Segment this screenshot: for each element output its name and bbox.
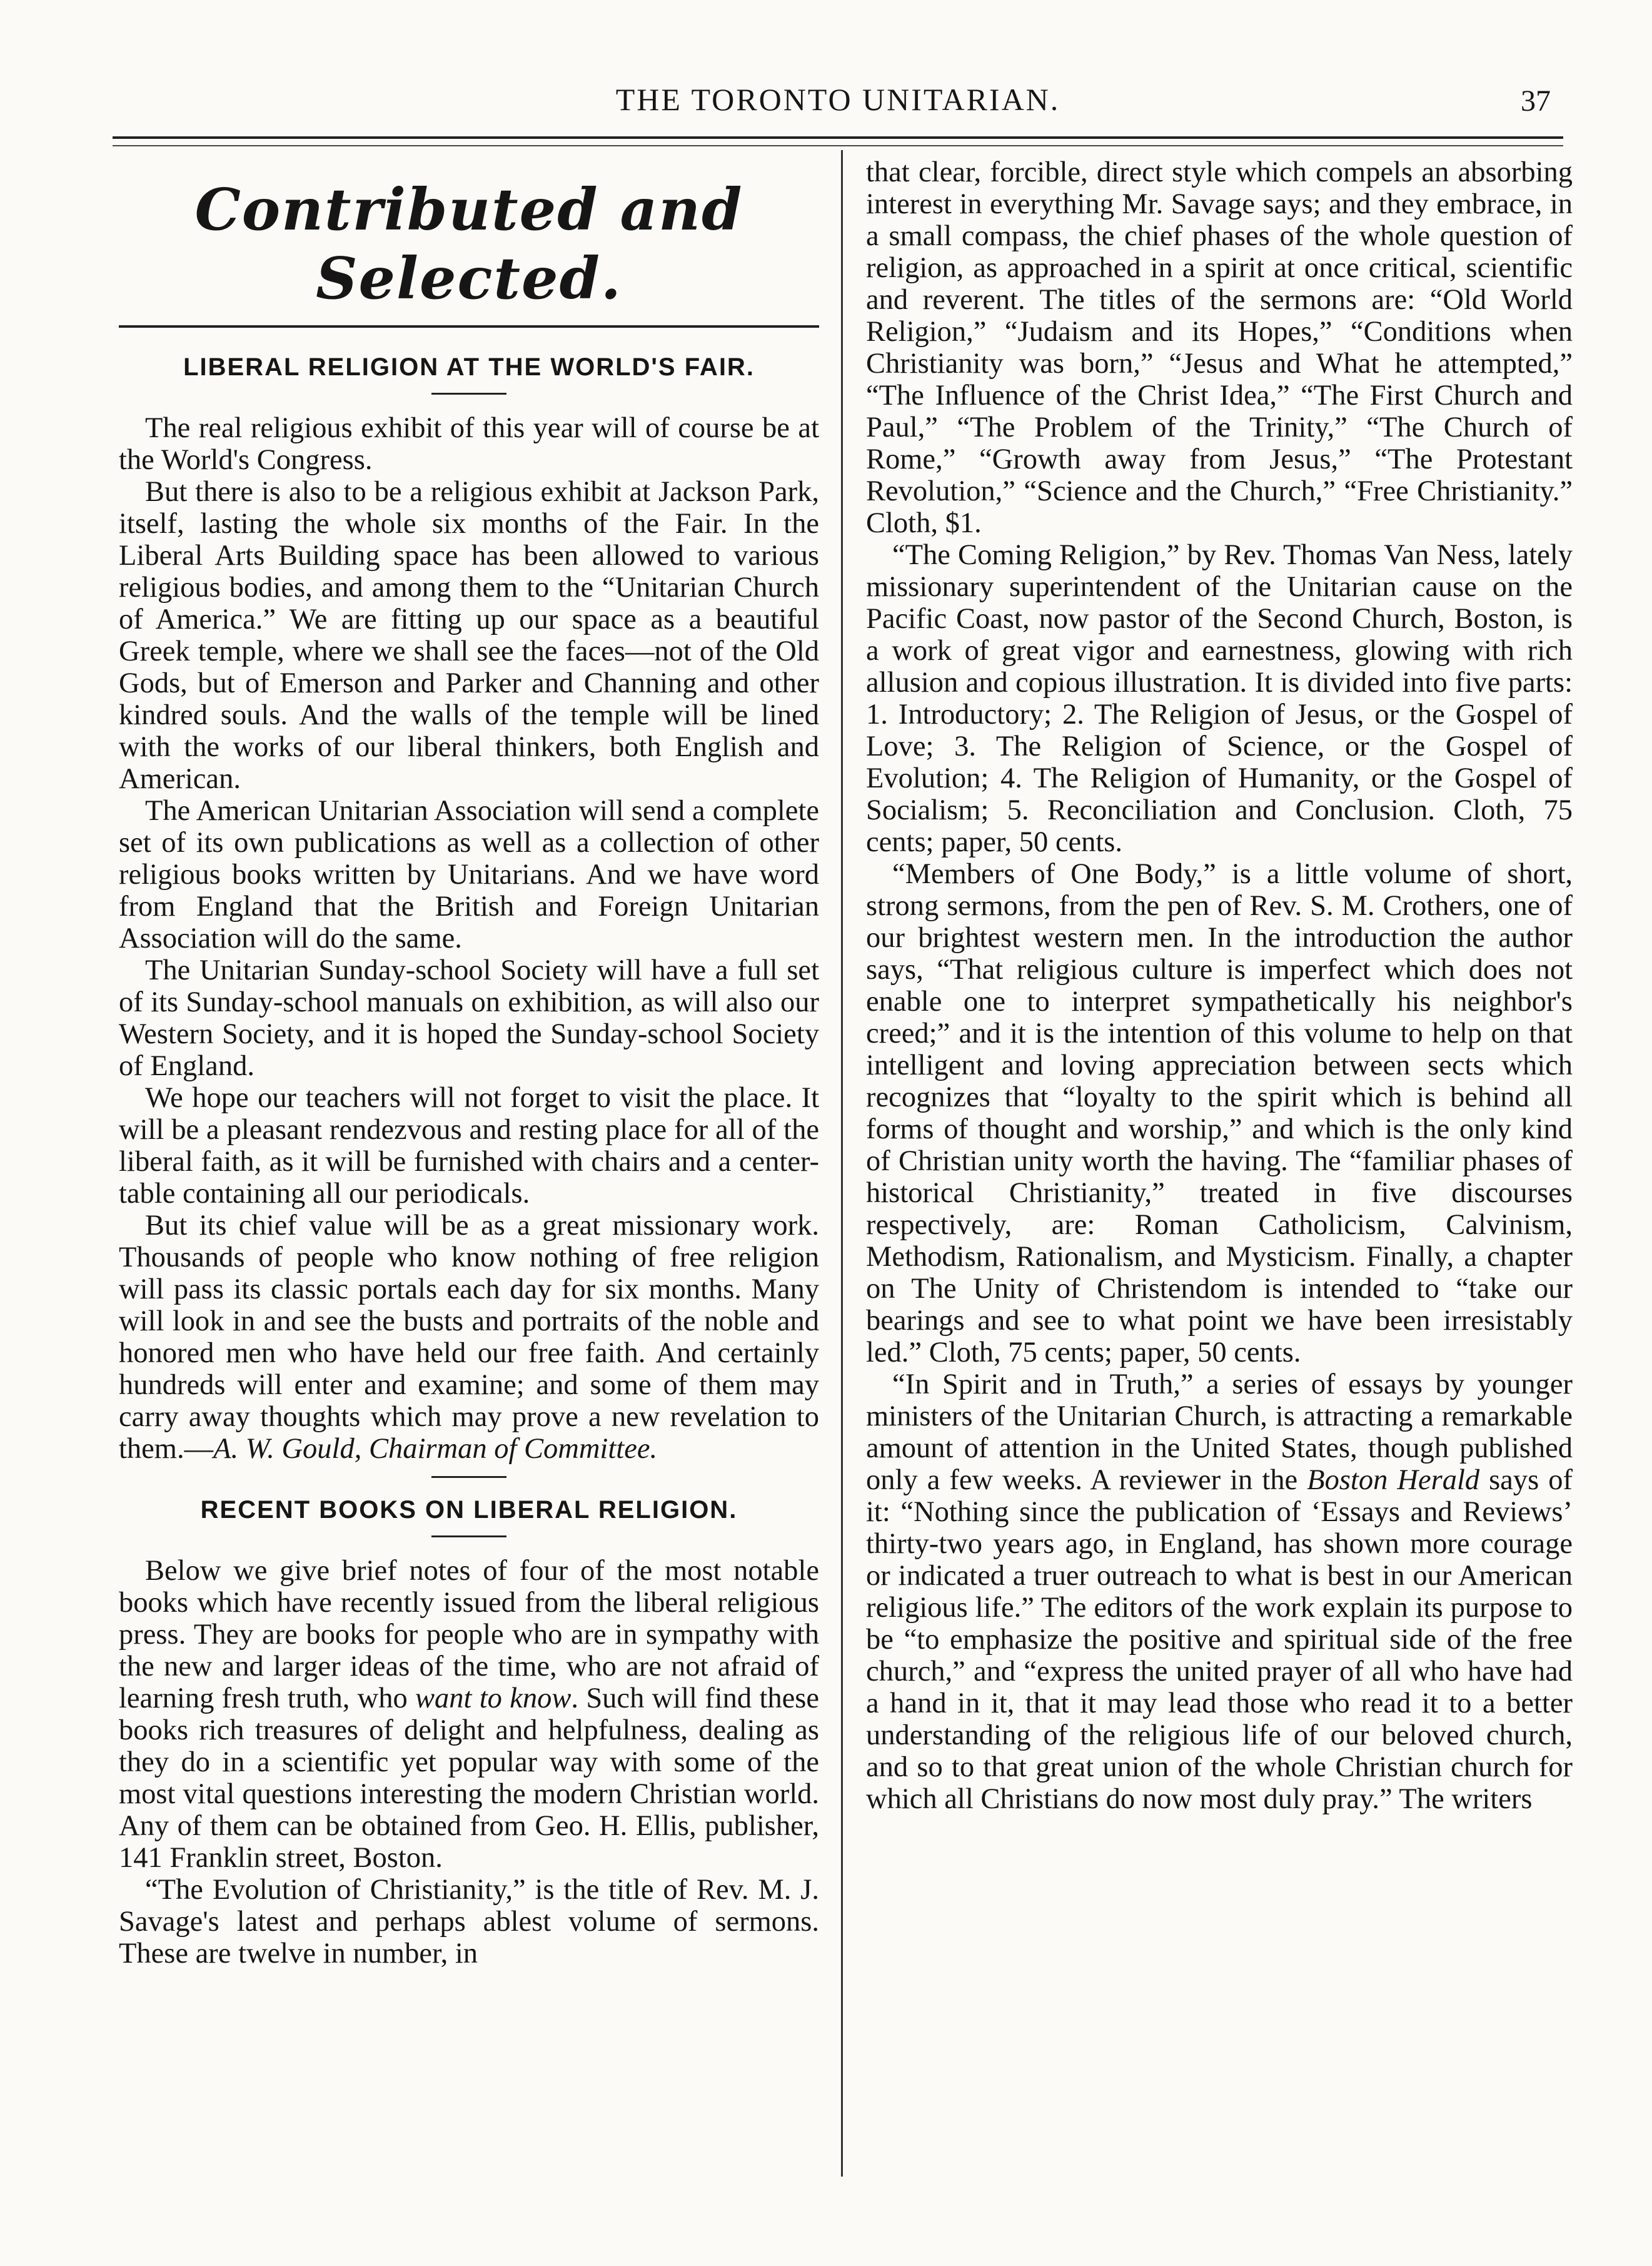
- page-header: [125, 75, 1551, 125]
- paragraph: The real religious exhibit of this year will of course be at the World's Congress.: [119, 412, 819, 476]
- header-rule-secondary: [113, 145, 1563, 146]
- paragraph: The Unitarian Sunday-school Society will have a full set of its Sunday-school manuals on exhibition, as will also our Western Society, and it is hoped the Sunday-school Society of England.: [119, 954, 819, 1082]
- text-run: Below we give brief notes of four of the most notable books which have recently issued from the liberal religious press. They are books for people who are in sympathy with the new and larger ideas of the time, who are not afraid of learning fresh truth, who: [119, 1555, 819, 1714]
- article-title-worlds-fair: LIBERAL RELIGION AT THE WORLD'S FAIR.: [183, 353, 755, 381]
- column-divider: [841, 150, 843, 2177]
- left-column: [119, 156, 819, 1970]
- paragraph: [866, 1368, 1573, 1815]
- running-title: THE TORONTO UNITARIAN.: [615, 82, 1060, 117]
- closing-text: But its chief value will be as a great missionary work. Thousands of people who know nothing of free religion will pass its classic portals each day for six months. Many will look in and see the busts and portraits of the noble and honored men who have held our free faith. And certainly hundreds will enter and examine; and some of them may carry away thoughts which may prove a new revelation to them.—: [119, 1210, 819, 1465]
- paragraph: The American Unitarian Association will send a complete set of its own publications as well as a collection of other religious books written by Unitarians. And we have word from England that the British and Foreign Unitarian Association will do the same.: [119, 795, 819, 954]
- section-banner: Contributed and Selected.: [194, 176, 743, 312]
- title-rule: [431, 393, 506, 395]
- paragraph-closing: [119, 1210, 819, 1465]
- paragraph: “Members of One Body,” is a little volume of short, strong sermons, from the pen of Rev. S. M. Crothers, one of our brightest western men. In the introduction the author says, “That religious culture is imperfect which does not enable one to interpret sympathetically his neighbor's creed;” and it is the intention of this volume to help on that intelligent and loving appreciation between sects which recognizes that “loyalty to the spirit which is behind all forms of thought and worship,” and which is the only kind of Christian unity worth the having. The “familiar phases of historical Christianity,” treated in five discourses respectively, are: Roman Catholicism, Calvinism, Methodism, Rationalism, and Mysticism. Finally, a chapter on The Unity of Christendom is intended to “take our bearings and see to what point we have been irresistably led.” Cloth, 75 cents; paper, 50 cents.: [866, 858, 1573, 1368]
- paragraph: We hope our teachers will not forget to visit the place. It will be a pleasant rendezvous and resting place for all of the liberal faith, as it will be furnished with chairs and a center-table containing all our periodicals.: [119, 1082, 819, 1210]
- paragraph: But there is also to be a religious exhibit at Jackson Park, itself, lasting the whole six months of the Fair. In the Liberal Arts Building space has been allowed to various religious bodies, and among them to the “Unitarian Church of America.” We are fitting up our space as a beautiful Greek temple, where we shall see the faces—not of the Old Gods, but of Emerson and Parker and Channing and other kindred souls. And the walls of the temple will be lined with the works of our liberal thinkers, both English and American.: [119, 476, 819, 795]
- banner-rule: [119, 325, 819, 328]
- text-run: says of it: “Nothing since the publication of ‘Essays and Reviews’ thirty-two years ago, in England, has shown more courage or indicated a truer outreach to what is best in our American religious life.” The editors of the work explain its purpose to be “to emphasize the positive and spiritual side of the free church,” and “express the united prayer of all who have had a hand in it, that it may lead those who read it to a better understanding of the religious life of our beloved church, and so to that great union of the whole Christian church for which all Christians do now most duly pray.” The writers: [866, 1464, 1573, 1815]
- paragraph: “The Evolution of Christianity,” is the title of Rev. M. J. Savage's latest and perhaps ablest volume of sermons. These are twelve in number, in: [119, 1874, 819, 1970]
- article-separator-rule: [431, 1476, 506, 1478]
- header-rule: [113, 136, 1563, 139]
- right-column: [866, 156, 1573, 1815]
- signature: A. W. Gould, Chairman of Committee.: [213, 1433, 658, 1465]
- article-title-recent-books: RECENT BOOKS ON LIBERAL RELIGION.: [200, 1496, 738, 1524]
- paragraph: [119, 1555, 819, 1874]
- paragraph: “The Coming Religion,” by Rev. Thomas Van Ness, lately missionary superintendent of the Unitarian cause on the Pacific Coast, now pastor of the Second Church, Boston, is a work of great vigor and earnestness, glowing with rich allusion and copious illustration. It is divided into five parts: 1. Introductory; 2. The Religion of Jesus, or the Gospel of Love; 3. The Religion of Science, or the Gospel of Evolution; 4. The Religion of Humanity, or the Gospel of Socialism; 5. Reconciliation and Conclusion. Cloth, 75 cents; paper, 50 cents.: [866, 539, 1573, 858]
- paragraph-continued: that clear, forcible, direct style which compels an absorbing interest in everything Mr. Savage says; and they embrace, in a small compass, the chief phases of the whole question of religion, as approached in a spirit at once critical, scientific and reverent. The titles of the sermons are: “Old World Religion,” “Judaism and its Hopes,” “Conditions when Christianity was born,” “Jesus and What he attempted,” “The Influence of the Christ Idea,” “The First Church and Paul,” “The Problem of the Trinity,” “The Church of Rome,” “Growth away from Jesus,” “The Protestant Revolution,” “Science and the Church,” “Free Christianity.” Cloth, $1.: [866, 156, 1573, 539]
- text-run: . Such will find these books rich treasures of delight and helpfulness, dealing as they do in a scientific yet popular way with some of the most vital questions interesting the modern Christian world. Any of them can be obtained from Geo. H. Ellis, publisher, 141 Franklin street, Boston.: [119, 1682, 819, 1874]
- title-rule: [431, 1535, 506, 1537]
- text-run: “In Spirit and in Truth,” a series of essays by younger ministers of the Unitarian Church, is attracting a remarkable amount of attention in the United States, though published only a few weeks. A reviewer in the: [866, 1368, 1573, 1496]
- page-number: 37: [1521, 84, 1551, 118]
- emphasis: want to know: [415, 1682, 572, 1714]
- emphasis: Boston Herald: [1307, 1464, 1480, 1496]
